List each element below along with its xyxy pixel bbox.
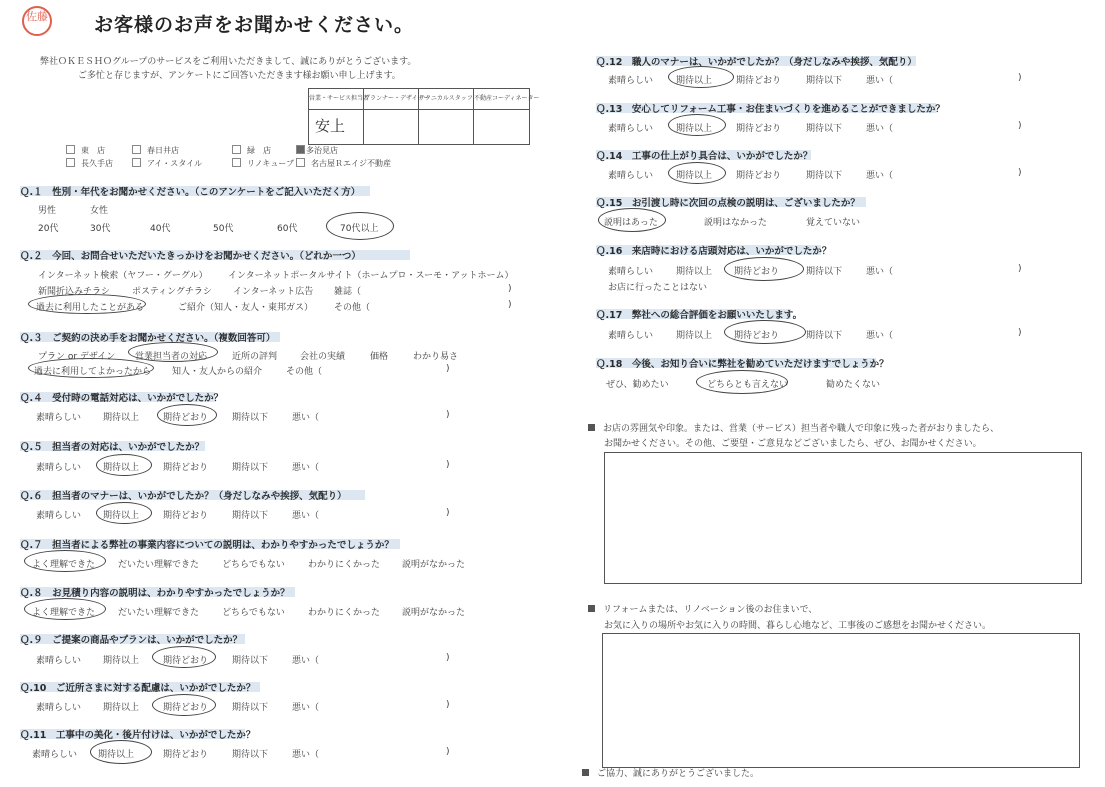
- q11-selection-circle: [90, 740, 152, 764]
- q16-opt-above[interactable]: 期待以上: [676, 267, 713, 277]
- q17-opt-above[interactable]: 期待以上: [676, 331, 713, 341]
- q3-other-close: ): [446, 364, 450, 374]
- q17-opt-bad[interactable]: 悪い（: [866, 331, 894, 341]
- q3-selection-circle-1: [128, 342, 218, 362]
- q17-selection-circle: [724, 320, 806, 344]
- store-east[interactable]: 東 店: [66, 145, 105, 156]
- q6-title: Ｑ.６ 担当者のマナーは、いかがでしたか？（身だしなみや挨拶、気配り）: [20, 491, 347, 502]
- q9-opt-above[interactable]: 期待以上: [103, 656, 140, 666]
- q2-selection-circle: [28, 294, 146, 314]
- q11-opt-as-expected[interactable]: 期待どおり: [163, 750, 209, 760]
- q5-bad-close: ): [446, 460, 450, 470]
- q2-magazine-close: ): [508, 284, 512, 294]
- q11-title: Ｑ.11 工事中の美化・後片付けは、いかがでしたか？: [20, 730, 256, 741]
- comment2-prompt-2: お気に入りの場所やお気に入りの時間、暮らし心地など、工事後のご感想をお聞かせください。: [604, 621, 992, 631]
- q15-title: Ｑ.15 お引渡し時に次回の点検の説明は、ございましたか？: [596, 198, 860, 209]
- q16-bad-close: ): [1018, 264, 1022, 274]
- q5-opt-above[interactable]: 期待以上: [103, 463, 140, 473]
- q14-opt-excellent[interactable]: 素晴らしい: [608, 171, 654, 181]
- q14-opt-above[interactable]: 期待以上: [676, 171, 713, 181]
- q4-opt-above[interactable]: 期待以上: [103, 413, 140, 423]
- q15-opt-explained[interactable]: 説明はあった: [604, 218, 658, 228]
- q13-opt-as-expected[interactable]: 期待どおり: [736, 124, 782, 134]
- q13-bad-close: ): [1018, 121, 1022, 131]
- q16-selection-circle: [724, 257, 804, 281]
- q12-opt-above[interactable]: 期待以上: [676, 76, 713, 86]
- q3-opt-sales-staff[interactable]: 営業担当者の対応: [135, 352, 208, 362]
- q5-opt-excellent[interactable]: 素晴らしい: [36, 463, 82, 473]
- q17-opt-below[interactable]: 期待以下: [806, 331, 843, 341]
- q17-bad-close: ): [1018, 328, 1022, 338]
- q1-title: Ｑ.１ 性別・年代をお聞かせください。（このアンケートをご記入いただく方）: [20, 187, 361, 198]
- q16-opt-below[interactable]: 期待以下: [806, 267, 843, 277]
- comment1-prompt-1: お店の雰囲気や印象。または、営業（サービス）担当者や職人で印象に残った者がおりましたら、: [588, 421, 999, 434]
- bullet-square-icon: [588, 605, 595, 612]
- q12-title: Ｑ.12 職人のマナーは、いかがでしたか？（身だしなみや挨拶、気配り）: [596, 57, 917, 68]
- q13-opt-excellent[interactable]: 素晴らしい: [608, 124, 654, 134]
- q1-gender-female[interactable]: 女性: [90, 206, 109, 216]
- store-midori[interactable]: 緑 店: [232, 145, 271, 156]
- q8-opt-neutral[interactable]: どちらでもない: [222, 608, 285, 618]
- staff-table: [308, 88, 540, 145]
- q3-opt-reputation[interactable]: 近所の評判: [232, 352, 278, 362]
- q4-opt-below[interactable]: 期待以下: [232, 413, 269, 423]
- q1-age-20s[interactable]: 20代: [38, 224, 59, 234]
- q7-opt-mostly[interactable]: だいたい理解できた: [118, 560, 200, 570]
- intro-line-1: 弊社ＯＫＥＳＨＯグループのサービスをご利用いただきまして、誠にありがとうございます。: [40, 57, 417, 67]
- q15-opt-dont-remember[interactable]: 覚えていない: [806, 218, 861, 228]
- q12-opt-excellent[interactable]: 素晴らしい: [608, 76, 654, 86]
- q2-opt-referral[interactable]: ご紹介（知人・友人・東邦ガス）: [178, 303, 314, 313]
- store-kasugai[interactable]: 春日井店: [132, 145, 179, 156]
- q15-selection-circle: [598, 208, 666, 232]
- q5-opt-as-expected[interactable]: 期待どおり: [163, 463, 209, 473]
- q8-selection-circle: [24, 598, 106, 620]
- q13-title: Ｑ.13 安心してリフォーム工事・お住まいづくりを進めることができましたか？: [596, 104, 945, 115]
- q6-opt-as-expected[interactable]: 期待どおり: [163, 511, 209, 521]
- q8-opt-unclear[interactable]: わかりにくかった: [308, 608, 381, 618]
- q9-title: Ｑ.９ ご提案の商品やプランは、いかがでしたか？: [20, 635, 243, 646]
- q6-opt-below[interactable]: 期待以下: [232, 511, 269, 521]
- q11-opt-below[interactable]: 期待以下: [232, 750, 269, 760]
- q7-opt-no-explanation[interactable]: 説明がなかった: [402, 560, 466, 570]
- q6-opt-above[interactable]: 期待以上: [103, 511, 140, 521]
- q5-title: Ｑ.５ 担当者の対応は、いかがでしたか？: [20, 442, 205, 453]
- q3-selection-circle-2: [28, 358, 154, 378]
- comment2-textarea[interactable]: [602, 633, 1080, 768]
- q1-age-40s[interactable]: 40代: [150, 224, 171, 234]
- q7-opt-understood[interactable]: よく理解できた: [32, 560, 96, 570]
- q6-selection-circle: [96, 502, 152, 524]
- q8-opt-mostly[interactable]: だいたい理解できた: [118, 608, 200, 618]
- seal-stamp: 佐藤: [22, 6, 52, 36]
- q18-opt-neutral[interactable]: どちらとも言えない: [707, 380, 789, 390]
- q1-selection-circle: [326, 212, 394, 240]
- q14-opt-below[interactable]: 期待以下: [806, 171, 843, 181]
- q10-selection-circle: [152, 694, 216, 716]
- q15-opt-not-explained[interactable]: 説明はなかった: [704, 218, 768, 228]
- q16-title: Ｑ.16 来店時における店頭対応は、いかがでしたか？: [596, 246, 832, 257]
- q10-bad-close: ): [446, 700, 450, 710]
- comment1-prompt-2: お聞かせください。その他、ご要望・ご意見などございましたら、ぜひ、お聞かせください。: [604, 439, 982, 449]
- footer-thanks: ご協力、誠にありがとうございました。: [582, 766, 759, 779]
- q11-bad-close: ): [446, 747, 450, 757]
- q9-bad-close: ): [446, 653, 450, 663]
- q6-bad-close: ): [446, 508, 450, 518]
- q2-opt-search[interactable]: インターネット検索（ヤフー・グーグル）: [38, 271, 208, 281]
- q5-opt-bad[interactable]: 悪い（: [292, 463, 320, 473]
- q3-opt-plan[interactable]: プラン or デザイン: [38, 352, 116, 362]
- comment2-prompt-1: リフォームまたは、リノベーション後のお住まいで、: [588, 602, 817, 615]
- q6-opt-excellent[interactable]: 素晴らしい: [36, 511, 82, 521]
- bullet-square-icon: [588, 424, 595, 431]
- q11-opt-above[interactable]: 期待以上: [98, 750, 135, 760]
- store-tajimi[interactable]: 多治見店: [296, 145, 338, 156]
- q9-opt-as-expected[interactable]: 期待どおり: [163, 656, 209, 666]
- q18-selection-circle: [696, 370, 788, 394]
- q10-opt-below[interactable]: 期待以下: [232, 703, 269, 713]
- q16-opt-bad[interactable]: 悪い（: [866, 267, 894, 277]
- q12-opt-as-expected[interactable]: 期待どおり: [736, 76, 782, 86]
- q7-opt-neutral[interactable]: どちらでもない: [222, 560, 285, 570]
- q11-opt-excellent[interactable]: 素晴らしい: [32, 750, 78, 760]
- q9-opt-below[interactable]: 期待以下: [232, 656, 269, 666]
- q8-opt-no-explanation[interactable]: 説明がなかった: [402, 608, 466, 618]
- q3-opt-record[interactable]: 会社の実績: [300, 352, 346, 362]
- q14-title: Ｑ.14 工事の仕上がり具合は、いかがでしたか？: [596, 151, 813, 162]
- q10-opt-as-expected[interactable]: 期待どおり: [163, 703, 209, 713]
- q3-opt-past-good[interactable]: 過去に利用してよかったから: [34, 367, 152, 377]
- q14-selection-circle: [668, 162, 726, 184]
- staff-header-realestate: 不動産コーディネーター: [474, 89, 529, 110]
- q12-bad-close: ): [1018, 73, 1022, 83]
- q4-selection-circle: [157, 404, 217, 426]
- q3-title: Ｑ.３ ご契約の決め手をお聞かせください。（複数回答可）: [20, 333, 276, 344]
- bullet-square-icon: [582, 769, 589, 776]
- q2-opt-past-use[interactable]: 過去に利用したことがある: [36, 303, 145, 313]
- q2-opt-web-ad[interactable]: インターネット広告: [233, 287, 314, 297]
- q18-title: Ｑ.18 今後、お知り合いに弊社を勧めていただけますでしょうか？: [596, 359, 889, 370]
- q12-selection-circle: [668, 66, 734, 88]
- store-nagakute[interactable]: 長久手店: [66, 158, 113, 169]
- q7-selection-circle: [24, 550, 106, 572]
- q3-opt-friend[interactable]: 知人・友人からの紹介: [172, 367, 263, 377]
- comment1-textarea[interactable]: [604, 452, 1082, 584]
- q14-opt-bad[interactable]: 悪い（: [866, 171, 894, 181]
- q12-opt-below[interactable]: 期待以下: [806, 76, 843, 86]
- q5-selection-circle: [96, 454, 152, 476]
- q12-opt-bad[interactable]: 悪い（: [866, 76, 894, 86]
- q6-opt-bad[interactable]: 悪い（: [292, 511, 320, 521]
- q13-selection-circle: [668, 114, 726, 136]
- q7-opt-unclear[interactable]: わかりにくかった: [308, 560, 381, 570]
- q4-opt-bad[interactable]: 悪い（: [292, 413, 320, 423]
- q1-age-70plus[interactable]: 70代以上: [340, 224, 379, 234]
- q8-opt-understood[interactable]: よく理解できた: [32, 608, 96, 618]
- q13-opt-above[interactable]: 期待以上: [676, 124, 713, 134]
- q11-opt-bad[interactable]: 悪い（: [292, 750, 320, 760]
- q9-opt-excellent[interactable]: 素晴らしい: [36, 656, 82, 666]
- q2-opt-posting[interactable]: ポスティングチラシ: [132, 287, 212, 297]
- q9-opt-bad[interactable]: 悪い（: [292, 656, 320, 666]
- q2-other-close: ): [508, 300, 512, 310]
- page-title: お客様のお声をお聞かせください。: [94, 14, 415, 36]
- q4-opt-excellent[interactable]: 素晴らしい: [36, 413, 82, 423]
- q17-opt-excellent[interactable]: 素晴らしい: [608, 331, 654, 341]
- q8-title: Ｑ.８ お見積り内容の説明は、わかりやすかったでしょうか？: [20, 588, 290, 599]
- store-renocube[interactable]: リノキューブ: [232, 158, 294, 169]
- staff-header-sales: 営業・サービス担当者: [309, 89, 364, 110]
- q2-title: Ｑ.２ 今回、お問合せいただいたきっかけをお聞かせください。（どれか一つ）: [20, 251, 361, 262]
- q2-opt-magazine[interactable]: 雑誌（: [334, 287, 362, 297]
- q10-opt-bad[interactable]: 悪い（: [292, 703, 320, 713]
- q3-opt-clarity[interactable]: わかり易さ: [413, 352, 459, 362]
- q3-opt-other[interactable]: その他（: [286, 367, 323, 377]
- q2-opt-newspaper[interactable]: 新聞折込みチラシ: [38, 287, 111, 297]
- q2-opt-other[interactable]: その他（: [334, 303, 371, 313]
- q7-title: Ｑ.７ 担当者による弊社の事業内容についての説明は、わかりやすかったでしょうか？: [20, 540, 394, 551]
- staff-header-technical: テクニカルスタッフ: [419, 89, 474, 110]
- q4-title: Ｑ.４ 受付時の電話対応は、いかがでしたか？: [20, 393, 224, 404]
- staff-header-planner: プランナー・デザイナー: [364, 89, 419, 110]
- q2-opt-portal[interactable]: インターネットポータルサイト（ホームプロ・スーモ・アットホーム）: [228, 271, 514, 281]
- q18-opt-not-recommend[interactable]: 勧めたくない: [826, 380, 881, 390]
- q1-age-50s[interactable]: 50代: [213, 224, 234, 234]
- q13-opt-below[interactable]: 期待以下: [806, 124, 843, 134]
- q16-opt-never-visited[interactable]: お店に行ったことはない: [608, 283, 708, 293]
- q4-opt-as-expected[interactable]: 期待どおり: [163, 413, 209, 423]
- q14-opt-as-expected[interactable]: 期待どおり: [736, 171, 782, 181]
- q1-age-60s[interactable]: 60代: [277, 224, 298, 234]
- q10-opt-excellent[interactable]: 素晴らしい: [36, 703, 82, 713]
- store-istyle[interactable]: アイ・スタイル: [132, 158, 202, 169]
- store-nagoya-r-age[interactable]: 名古屋Ｒエイジ不動産: [296, 158, 391, 169]
- q13-opt-bad[interactable]: 悪い（: [866, 124, 894, 134]
- q17-title: Ｑ.17 弊社への総合評価をお願いいたします。: [596, 310, 803, 321]
- q18-opt-recommend[interactable]: ぜひ、勧めたい: [606, 380, 669, 390]
- q16-opt-excellent[interactable]: 素晴らしい: [608, 267, 654, 277]
- q4-bad-close: ): [446, 410, 450, 420]
- staff-sales-name[interactable]: 安上: [315, 117, 346, 135]
- q10-title: Ｑ.10 ご近所さまに対する配慮は、いかがでしたか？: [20, 683, 256, 694]
- q9-selection-circle: [152, 646, 216, 668]
- q16-opt-as-expected[interactable]: 期待どおり: [734, 267, 780, 277]
- q5-opt-below[interactable]: 期待以下: [232, 463, 269, 473]
- q17-opt-as-expected[interactable]: 期待どおり: [734, 331, 780, 341]
- intro-line-2: ご多忙と存じますが、アンケートにご回答いただきます様お願い申し上げます。: [78, 71, 401, 81]
- q10-opt-above[interactable]: 期待以上: [103, 703, 140, 713]
- q1-age-30s[interactable]: 30代: [90, 224, 111, 234]
- q1-gender-male[interactable]: 男性: [38, 206, 57, 216]
- q14-bad-close: ): [1018, 168, 1022, 178]
- q3-opt-price[interactable]: 価格: [370, 352, 389, 362]
